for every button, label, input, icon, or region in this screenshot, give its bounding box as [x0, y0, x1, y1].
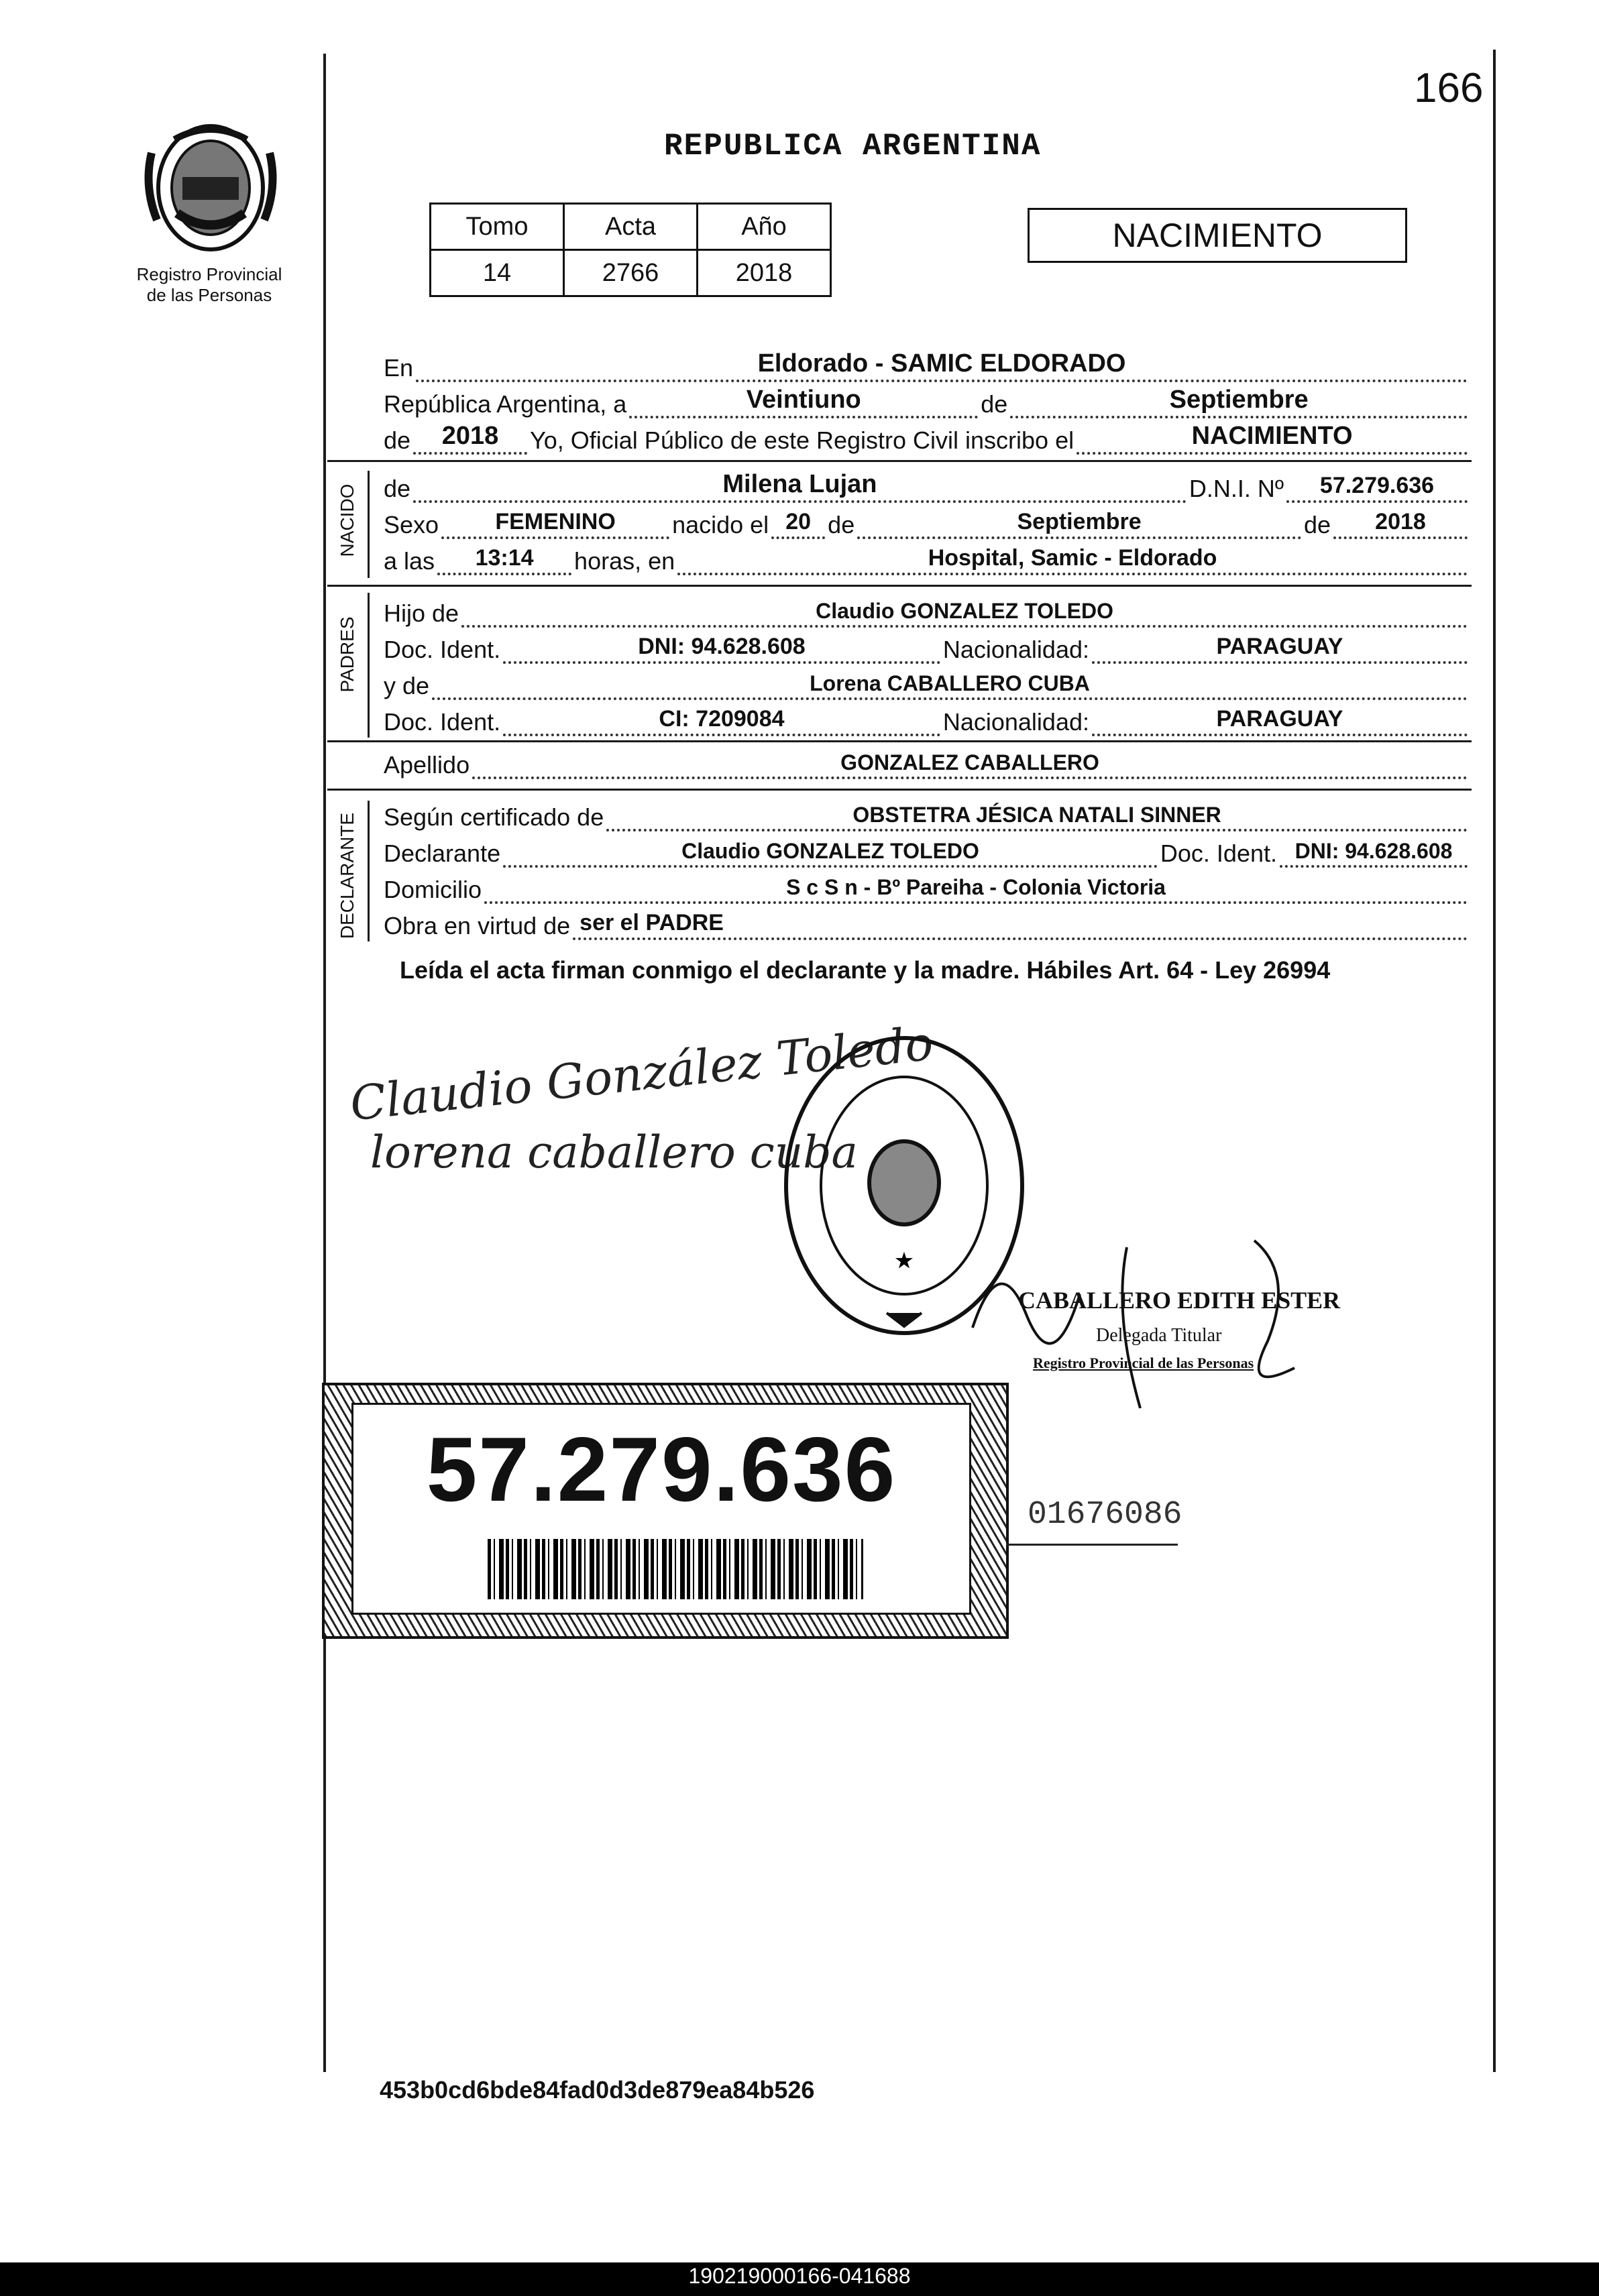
father-nationality-label: Nacionalidad: — [942, 636, 1089, 663]
day-value: Veintiuno — [746, 386, 861, 414]
mother-row — [384, 667, 1470, 700]
official-title: Delegada Titular — [1096, 1325, 1222, 1346]
capacity-label: Obra en virtud de — [384, 912, 571, 939]
mother-signature-text: lorena caballero cuba — [370, 1127, 858, 1178]
certificate-fill — [606, 805, 1468, 831]
certificate-label: Según certificado de — [384, 803, 604, 831]
mother-label: y de — [384, 672, 430, 699]
table-cell-ano: 2018 — [698, 250, 831, 296]
mother-doc-value: CI: 7209084 — [659, 706, 785, 732]
born-sex-row — [384, 506, 1470, 539]
page-number: 166 — [1414, 65, 1484, 111]
hours-label: horas, en — [574, 547, 675, 575]
mother-doc-row — [384, 703, 1470, 736]
svg-text:★: ★ — [895, 1250, 914, 1272]
birth-month-fill — [857, 509, 1301, 539]
surname-label: Apellido — [384, 751, 470, 779]
caption-line-2: de las Personas — [146, 285, 272, 305]
certificate-value: OBSTETRA JÉSICA NATALI SINNER — [852, 803, 1221, 827]
born-name-value: Milena Lujan — [722, 470, 877, 498]
mother-nationality-label: Nacionalidad: — [942, 708, 1089, 736]
dni-fill — [1286, 473, 1468, 503]
declarant-bracket — [368, 801, 370, 941]
left-margin-rule — [323, 54, 326, 2072]
father-doc-value: DNI: 94.628.608 — [638, 634, 806, 659]
table-header-ano: Año — [698, 204, 831, 250]
birth-year-fill — [1333, 509, 1468, 539]
year-de-label: de — [384, 426, 411, 454]
registry-caption — [115, 264, 303, 306]
id-number-block — [322, 1383, 1009, 1639]
year-value: 2018 — [441, 422, 499, 450]
country-title: REPUBLICA ARGENTINA — [664, 129, 1042, 164]
surname-value: GONZALEZ CABALLERO — [840, 750, 1099, 774]
year-row — [384, 421, 1470, 455]
born-bracket — [368, 471, 370, 578]
dni-value: 57.279.636 — [1319, 473, 1435, 498]
place-fill — [416, 349, 1468, 382]
date-row — [384, 385, 1470, 418]
mother-doc-fill — [503, 706, 940, 736]
section-parents-label: PADRES — [337, 616, 357, 693]
certificate-row — [384, 798, 1470, 831]
de-label: de — [981, 390, 1008, 418]
birth-de-label: de — [828, 511, 855, 538]
section-declarant-label: DECLARANTE — [337, 812, 357, 939]
birth-place-value: Hospital, Samic - Eldorado — [928, 545, 1217, 571]
time-value: 13:14 — [475, 545, 534, 571]
capacity-fill — [573, 910, 1468, 940]
date-label: República Argentina, a — [384, 390, 627, 418]
table-cell-tomo: 14 — [431, 250, 564, 296]
declarant-row — [384, 834, 1470, 868]
mother-nationality-value: PARAGUAY — [1216, 706, 1343, 732]
section-born-label: NACIDO — [337, 483, 357, 557]
right-margin-rule — [1493, 50, 1496, 2072]
sex-value: FEMENINO — [495, 509, 616, 534]
serial-number: 01676086 — [1028, 1497, 1182, 1533]
surname-fill — [472, 752, 1468, 779]
capacity-row — [384, 907, 1470, 940]
month-fill — [1010, 386, 1468, 418]
capacity-value: ser el PADRE — [580, 910, 724, 935]
id-number-panel — [351, 1403, 971, 1615]
dni-label: D.N.I. Nº — [1189, 475, 1284, 502]
month-value: Septiembre — [1169, 386, 1309, 414]
surname-row — [384, 746, 1470, 779]
mother-value: Lorena CABALLERO CUBA — [810, 671, 1090, 695]
year-fill — [413, 422, 527, 455]
divider-surname — [327, 740, 1472, 742]
time-label: a las — [384, 547, 435, 575]
father-nationality-value: PARAGUAY — [1216, 634, 1343, 659]
father-doc-fill — [503, 634, 940, 664]
time-fill — [437, 545, 571, 575]
declarant-fill — [503, 841, 1158, 868]
born-time-row — [384, 542, 1470, 575]
table-cell-acta: 2766 — [564, 250, 698, 296]
declarant-label: Declarante — [384, 840, 501, 867]
sex-label: Sexo — [384, 511, 439, 538]
declarant-signature-text: Claudio González Toledo — [347, 1015, 936, 1132]
table-header-acta: Acta — [564, 204, 698, 250]
born-name-label: de — [384, 475, 411, 502]
birth-day-value: 20 — [785, 509, 812, 534]
father-row — [384, 594, 1470, 628]
document-hash: 453b0cd6bde84fad0d3de879ea84b526 — [380, 2076, 815, 2104]
inscription-text: Yo, Oficial Público de este Registro Civil inscribo el — [530, 426, 1074, 454]
place-value: Eldorado - SAMIC ELDORADO — [757, 349, 1126, 378]
divider-parents — [327, 585, 1472, 587]
father-value: Claudio GONZALEZ TOLEDO — [816, 599, 1113, 623]
declarant-value: Claudio GONZALEZ TOLEDO — [681, 839, 979, 863]
divider-born — [327, 460, 1472, 462]
serial-underline — [1006, 1544, 1178, 1546]
birth-day-fill — [771, 509, 825, 539]
official-office: Registro Provincial de las Personas — [1033, 1355, 1254, 1371]
sex-fill — [441, 509, 669, 539]
declarant-doc-fill — [1280, 841, 1468, 868]
province-seal-logo — [137, 113, 284, 260]
birth-de-label-2: de — [1303, 511, 1331, 538]
father-doc-row — [384, 630, 1470, 664]
place-row — [384, 349, 1470, 382]
divider-declarant — [327, 789, 1472, 791]
record-table — [429, 203, 832, 297]
declarant-doc-label: Doc. Ident. — [1160, 840, 1277, 867]
father-label: Hijo de — [384, 599, 459, 627]
declarant-doc-value: DNI: 94.628.608 — [1294, 839, 1453, 863]
address-label: Domicilio — [384, 876, 482, 903]
father-fill — [461, 601, 1468, 628]
born-name-fill — [413, 470, 1187, 503]
address-fill — [484, 877, 1468, 904]
mother-nationality-fill — [1092, 706, 1468, 736]
act-value: NACIMIENTO — [1191, 422, 1353, 450]
birth-place-fill — [677, 545, 1468, 575]
footer-code: 190219000166-041688 — [688, 2264, 911, 2288]
birth-month-value: Septiembre — [1017, 509, 1142, 534]
father-doc-label: Doc. Ident. — [384, 636, 501, 663]
caption-line-1: Registro Provincial — [136, 264, 282, 284]
id-barcode — [488, 1539, 863, 1599]
father-nationality-fill — [1092, 634, 1468, 664]
address-value: S c S n - Bº Pareiha - Colonia Victoria — [786, 875, 1166, 899]
closing-text: Leída el acta firman conmigo el declarante y la madre. Hábiles Art. 64 - Ley 26994 — [400, 956, 1331, 984]
born-name-row — [384, 469, 1470, 503]
table-header-tomo: Tomo — [431, 204, 564, 250]
act-fill — [1077, 422, 1468, 455]
id-number: 57.279.636 — [426, 1418, 897, 1520]
official-name: CABALLERO EDITH ESTER — [1018, 1287, 1341, 1314]
day-fill — [629, 386, 978, 418]
mother-fill — [432, 673, 1468, 700]
place-label: En — [384, 354, 414, 382]
born-on-label: nacido el — [672, 511, 769, 538]
document-type-box: NACIMIENTO — [1028, 208, 1407, 263]
birth-year-value: 2018 — [1375, 509, 1426, 534]
parents-bracket — [368, 593, 370, 738]
mother-doc-label: Doc. Ident. — [384, 708, 501, 736]
address-row — [384, 870, 1470, 904]
